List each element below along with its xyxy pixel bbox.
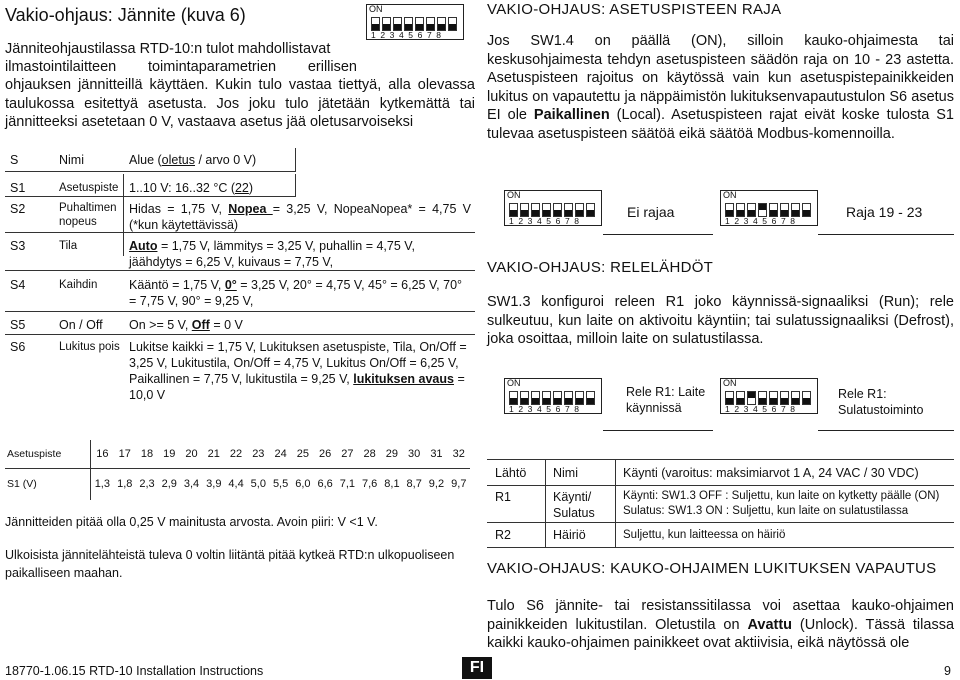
row-s3-alue: Auto = 1,75 V, lämmitys = 3,25 V, puhallin = 4,75 V, jäähdytys = 6,25 V, kuivaus = 7,75 V, bbox=[129, 239, 415, 269]
dip-switch-7 bbox=[575, 391, 584, 405]
note-tolerance: Jännitteiden pitää olla 0,25 V mainitusta arvosta. Avoin piiri: V <1 V. bbox=[5, 515, 378, 529]
section-setpoint-limit-text: Jos SW1.4 on päällä (ON), silloin kauko-ohjaimesta tai keskusohjaimesta tehdyn asetuspisteen säädön raja on 10 - 23 astetta. Asetuspisteen rajoitus on käytössä vain kun asetuspistepainikkeiden lukitus on vapautettu ja näppäimistön lukituksenvapautustulon S6 asetus EI ole Paikallinen (Local). Asetuspisteen rajat eivät koske tulosta S1 tulevaa asetuspisteen säätöä eikä säätöä Modbus-komennoilla. bbox=[487, 33, 955, 142]
conv-voltage-cell: 6,0 bbox=[295, 478, 311, 491]
conv-setpoint-cell: 23 bbox=[247, 440, 269, 468]
conv-voltage-cell: 7,6 bbox=[362, 478, 378, 491]
row-s6-s: S6 bbox=[10, 340, 26, 354]
footer-doc-id: 18770-1.06.15 RTD-10 Installation Instructions bbox=[5, 664, 264, 678]
conv-voltage-cell: 2,3 bbox=[139, 478, 155, 491]
dip-switch-2 bbox=[520, 203, 529, 217]
conv-voltage-cell: 5,0 bbox=[250, 478, 266, 491]
dip-switch-8 bbox=[802, 203, 811, 217]
dip-switch-2 bbox=[520, 391, 529, 405]
conv-setpoint-cell: 19 bbox=[158, 440, 180, 468]
dip-switch-1 bbox=[725, 203, 734, 217]
relay-header-name: Nimi bbox=[553, 466, 578, 480]
dip-switch-6 bbox=[564, 203, 573, 217]
conv-voltage-cell: 6,6 bbox=[317, 478, 333, 491]
dip-switch-4 bbox=[404, 17, 413, 31]
dip-switch-3 bbox=[531, 391, 540, 405]
section-relay-title: VAKIO-OHJAUS: RELELÄHDÖT bbox=[487, 259, 714, 276]
dip-switch-2 bbox=[736, 391, 745, 405]
conv-voltage-cell: 9,2 bbox=[428, 478, 445, 491]
dip-switch-no-limit: ON 12345678 bbox=[504, 190, 602, 226]
dip-switch-5 bbox=[553, 391, 562, 405]
conv-voltage-label: S1 (V) bbox=[5, 468, 91, 500]
conv-setpoint-cell: 24 bbox=[269, 440, 291, 468]
dip-switch-1 bbox=[371, 17, 380, 31]
dip-switch-7 bbox=[575, 203, 584, 217]
dip-switch-2 bbox=[736, 203, 745, 217]
page-title: Vakio-ohjaus: Jännite (kuva 6) bbox=[5, 5, 246, 25]
page-number: 9 bbox=[944, 664, 951, 678]
row-s5-nimi: On / Off bbox=[59, 318, 103, 332]
dip-switch-6 bbox=[780, 203, 789, 217]
conv-setpoint-cell: 25 bbox=[292, 440, 314, 468]
dip-switch-6 bbox=[780, 391, 789, 405]
limit-box bbox=[818, 190, 954, 235]
intro-paragraph: ohjauksen jännitteillä käyttäen. Kukin tulo vastaa tiettyä, alla olevassa taulukossa esitettyä asetusta. Jos joku tulo jätetään kytkemättä tai jännitteeksi asetetaan 0 V, vastaava asetus jää oletusarvoiseksi bbox=[5, 77, 475, 130]
dip-switch-7 bbox=[791, 391, 800, 405]
header-alue: Alue (oletus / arvo 0 V) bbox=[129, 153, 257, 167]
dip-switch-1 bbox=[725, 391, 734, 405]
dip-switch-5 bbox=[415, 17, 424, 31]
dip-switch-limit-19-23: ON 12345678 bbox=[720, 190, 818, 226]
row-s4-nimi: Kaihdin bbox=[59, 279, 98, 291]
dip-switch-3 bbox=[393, 17, 402, 31]
intro-line-2: ilmastointilaitteen toimintaparametrien erillisen bbox=[5, 59, 357, 75]
conv-voltage-cell: 3,9 bbox=[206, 478, 222, 491]
dip-switch-7 bbox=[791, 203, 800, 217]
intro-line-1: Jänniteohjaustilassa RTD-10:n tulot mahdollistavat bbox=[5, 41, 331, 57]
dip-switch-4 bbox=[542, 203, 551, 217]
dip-switch-3 bbox=[531, 203, 540, 217]
dip-switch-3 bbox=[747, 203, 756, 217]
relay-row-r1-name: Käynti/ Sulatus bbox=[553, 490, 595, 520]
section-relay-text: SW1.3 konfiguroi releen R1 joko käynnissä-signaaliksi (Run); rele sulkeutuu, kun laite on aktivoitu käyntiin; tai sulatussignaaliksi (Defrost), joka osoittaa, milloin laite on sulatustilassa. bbox=[487, 294, 954, 347]
dip-numbers: 12345678 bbox=[371, 30, 446, 40]
row-s3-nimi: Tila bbox=[59, 240, 78, 252]
note-ground: Ulkoisista jännitelähteistä tuleva 0 voltin liitäntä pitää kytkeä RTD:n ulkopuoliseen paikalliseen maahan. bbox=[5, 548, 455, 580]
relay-header-output: Lähtö bbox=[495, 466, 527, 480]
conv-voltage-cell: 2,9 bbox=[161, 478, 177, 491]
dip-switch-8 bbox=[586, 203, 595, 217]
dip-switch-5 bbox=[769, 203, 778, 217]
section-setpoint-limit-title: VAKIO-OHJAUS: ASETUSPISTEEN RAJA bbox=[487, 1, 782, 18]
dip-switch-8 bbox=[448, 17, 457, 31]
row-s5-alue: On >= 5 V, Off = 0 V bbox=[129, 318, 243, 332]
conv-voltage-cell: 3,4 bbox=[183, 478, 200, 491]
conv-voltage-cell: 7,1 bbox=[339, 478, 356, 491]
dip-switch-5 bbox=[553, 203, 562, 217]
relay-row-r2-desc: Suljettu, kun laitteessa on häiriö bbox=[623, 529, 786, 541]
row-s1-nimi: Asetuspiste bbox=[59, 182, 119, 194]
dip-switch-8 bbox=[586, 391, 595, 405]
conv-voltage-cell: 8,1 bbox=[384, 478, 400, 491]
conv-setpoint-cell: 27 bbox=[336, 440, 358, 468]
conv-setpoint-cell: 26 bbox=[314, 440, 336, 468]
conv-setpoint-cell: 28 bbox=[359, 440, 381, 468]
row-s2-nimi: Puhaltimen nopeus bbox=[59, 202, 117, 228]
row-s5-s: S5 bbox=[10, 318, 26, 332]
dip-switch-2 bbox=[382, 17, 391, 31]
dip-switch-5 bbox=[769, 391, 778, 405]
conv-setpoint-cell: 18 bbox=[136, 440, 158, 468]
conv-setpoint-cell: 32 bbox=[448, 440, 470, 468]
dip-switch-top bbox=[366, 4, 464, 40]
dip-switch-6 bbox=[426, 17, 435, 31]
dip-switch-4 bbox=[758, 391, 767, 405]
conv-voltage-cell: 1,3 bbox=[94, 478, 110, 491]
conv-setpoint-cell: 16 bbox=[91, 440, 114, 468]
header-s: S bbox=[10, 153, 19, 167]
header-nimi: Nimi bbox=[59, 153, 84, 167]
conv-setpoint-cell: 21 bbox=[203, 440, 225, 468]
dip-switch-3 bbox=[747, 391, 756, 405]
dip-switch-1 bbox=[509, 391, 518, 405]
conv-voltage-cell: 8,7 bbox=[406, 478, 422, 491]
dip-switch-relay-defrost: ON 12345678 bbox=[720, 378, 818, 414]
limit-label: Raja 19 - 23 bbox=[846, 204, 923, 220]
conv-voltage-cell: 1,8 bbox=[117, 478, 133, 491]
dip-switch-relay-run: ON 12345678 bbox=[504, 378, 602, 414]
conv-setpoint-cell: 17 bbox=[114, 440, 136, 468]
relay-run-box bbox=[603, 378, 713, 431]
conv-setpoint-cell: 20 bbox=[180, 440, 202, 468]
row-s1-s: S1 bbox=[10, 181, 26, 195]
conversion-table bbox=[5, 440, 470, 500]
row-s1-alue: 1..10 V: 16..32 °C (22) bbox=[129, 181, 254, 195]
dip-switch-4 bbox=[758, 203, 767, 217]
dip-on-label: ON bbox=[369, 4, 383, 14]
relay-row-r2-name: Häiriö bbox=[553, 528, 586, 542]
dip-switch-8 bbox=[802, 391, 811, 405]
row-s3-s: S3 bbox=[10, 239, 26, 253]
row-s6-nimi: Lukitus pois bbox=[59, 341, 120, 353]
dip-switch-7 bbox=[437, 17, 446, 31]
relay-row-r1-desc: Käynti: SW1.3 OFF : Suljettu, kun laite on kytketty päälle (ON) Sulatus: SW1.3 ON : Suljettu, kun laite on sulatustilassa bbox=[623, 490, 940, 517]
relay-row-r2-output: R2 bbox=[495, 528, 511, 542]
language-badge: FI bbox=[462, 657, 492, 679]
conv-setpoint-cell: 29 bbox=[381, 440, 403, 468]
row-s4-s: S4 bbox=[10, 278, 26, 292]
conv-voltage-cell: 5,5 bbox=[272, 478, 289, 491]
section-unlock-title: VAKIO-OHJAUS: KAUKO-OHJAIMEN LUKITUKSEN VAPAUTUS bbox=[487, 560, 937, 577]
dip-switch-6 bbox=[564, 391, 573, 405]
relay-defrost-box bbox=[818, 378, 954, 431]
conv-setpoint-cell: 22 bbox=[225, 440, 247, 468]
conv-setpoint-cell: 31 bbox=[425, 440, 447, 468]
no-limit-label: Ei rajaa bbox=[627, 204, 675, 220]
row-s2-alue: Hidas = 1,75 V, Nopea = 3,25 V, NopeaNopea* = 4,75 V (*kun käytettävissä) bbox=[129, 202, 471, 232]
conv-voltage-cell: 4,4 bbox=[228, 478, 244, 491]
dip-switch-4 bbox=[542, 391, 551, 405]
row-s6-alue: Lukitse kaikki = 1,75 V, Lukituksen asetuspiste, Tila, On/Off = 3,25 V, Lukitustila, On/Off = 4,75 V, Lukitus On/Off = 6,25 V, Paikallinen = 7,75 V, lukitustila = 9,25 V, lukituksen avaus = 10,0 V bbox=[129, 340, 467, 402]
conv-setpoint-cell: 30 bbox=[403, 440, 425, 468]
relay-defrost-label: Rele R1: Sulatustoiminto bbox=[838, 387, 924, 417]
conv-setpoint-label: Asetuspiste bbox=[5, 440, 91, 468]
section-unlock-text: Tulo S6 jännite- tai resistanssitilassa voi asettaa kauko-ohjaimen painikkeiden lukitustilan. Oletustila on Avattu (Unlock). Tässä tilassa kaikki kauko-ohjaimen painikkeet ovat aktiivisia, eikä näytössä ole bbox=[487, 598, 955, 651]
row-s4-alue: Kääntö = 1,75 V, 0° = 3,25 V, 20° = 4,75 V, 45° = 6,25 V, 70° = 7,75 V, 90° = 9,25 V, bbox=[129, 278, 463, 308]
relay-table bbox=[487, 459, 954, 549]
relay-run-label: Rele R1: Laite käynnissä bbox=[626, 385, 706, 415]
relay-header-run: Käynti (varoitus: maksimiarvot 1 A, 24 VAC / 30 VDC) bbox=[623, 466, 919, 480]
dip-switch-1 bbox=[509, 203, 518, 217]
no-limit-box bbox=[603, 190, 713, 235]
conv-voltage-cell: 9,7 bbox=[451, 478, 467, 491]
row-s2-s: S2 bbox=[10, 202, 26, 216]
relay-row-r1-output: R1 bbox=[495, 490, 511, 504]
